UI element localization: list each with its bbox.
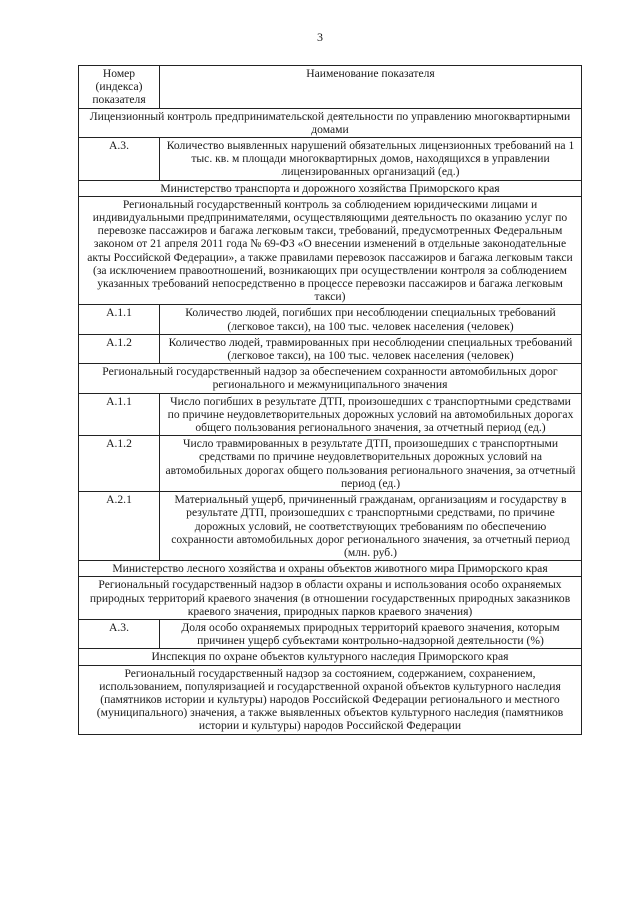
section-title: Региональный государственный контроль за соблюдением юридическими лицами и индивидуальными предпринимателями, осуществляющими деятельность по оказанию услуг по перевозке пассажиров и багажа легковым такси, требований, предусмотренных Федеральным законом от 21 апреля 2011 года № 69-ФЗ «О внесении изменений в отдельные законодательные акты Российской Федерации», а также правилами перевозок пассажиров и багажа легковым такси (за исключением правоотношений, возникающих при осуществлении контроля за соблюдением указанных требований непосредственно в процессе перевозки пассажиров и багажа легковым такси) xyxy=(79,196,582,305)
indicator-name: Число погибших в результате ДТП, произошедших с транспортными средствами по причине неудовлетворительных дорожных условий на автомобильных дорогах общего пользования регионального значения, за отчетный период (ед.) xyxy=(160,393,582,436)
section-title: Региональный государственный надзор за обеспечением сохранности автомобильных дорог регионального и межмуниципального значения xyxy=(79,364,582,393)
indicator-name: Материальный ущерб, причиненный гражданам, организациям и государству в результате ДТП, произошедших с транспортными средствами, по причине дорожных условий, не соответствующих требованиям по обеспечению сохранности автомобильных дорог регионального значения, за отчетный период (млн. руб.) xyxy=(160,492,582,561)
section-title: Региональный государственный надзор в области охраны и использования особо охраняемых природных территорий краевого значения (в отношении государственных природных заказников краевого значения, природных парков краевого значения) xyxy=(79,577,582,620)
indicator-row xyxy=(79,492,582,561)
indicator-index: А.3. xyxy=(79,619,160,648)
indicator-name: Количество выявленных нарушений обязательных лицензионных требований на 1 тыс. кв. м площади многоквартирных домов, находящихся в управлении лицензированных организаций (ед.) xyxy=(160,138,582,181)
indicator-row xyxy=(79,334,582,363)
header-index-column: Номер (индекса) показателя xyxy=(79,66,160,109)
indicator-index: А.1.1 xyxy=(79,305,160,334)
indicator-row xyxy=(79,436,582,492)
section-title: Министерство лесного хозяйства и охраны объектов животного мира Приморского края xyxy=(79,561,582,577)
section-row xyxy=(79,364,582,393)
indicator-index: А.1.1 xyxy=(79,393,160,436)
table-header-row xyxy=(79,66,582,109)
section-row xyxy=(79,180,582,196)
header-name-column: Наименование показателя xyxy=(160,66,582,109)
indicator-name: Количество людей, погибших при несоблюдении специальных требований (легковое такси), на 100 тыс. человек населения (человек) xyxy=(160,305,582,334)
indicator-row xyxy=(79,393,582,436)
indicator-index: А.1.2 xyxy=(79,436,160,492)
section-row xyxy=(79,649,582,665)
section-title: Региональный государственный надзор за состоянием, содержанием, сохранением, использованием, популяризацией и государственной охраной объектов культурного наследия (памятников истории и культуры) народов Российской Федерации регионального и местного (муниципального) значения, а также выявленных объектов культурного наследия (памятников истории и культуры) народов Российской Федерации xyxy=(79,665,582,734)
indicator-index: А.3. xyxy=(79,138,160,181)
page-number: 3 xyxy=(317,30,323,44)
section-row xyxy=(79,561,582,577)
indicator-name: Число травмированных в результате ДТП, произошедших с транспортными средствами по причине неудовлетворительных дорожных условий на автомобильных дорогах общего пользования регионального значения, за отчетный период (ед.) xyxy=(160,436,582,492)
indicator-name: Доля особо охраняемых природных территорий краевого значения, которым причинен ущерб субъектами контрольно-надзорной деятельности (%) xyxy=(160,619,582,648)
section-title: Министерство транспорта и дорожного хозяйства Приморского края xyxy=(79,180,582,196)
indicator-row xyxy=(79,305,582,334)
section-row xyxy=(79,665,582,734)
indicator-index: А.1.2 xyxy=(79,334,160,363)
indicator-row xyxy=(79,138,582,181)
indicator-name: Количество людей, травмированных при несоблюдении специальных требований (легковое такси), на 100 тыс. человек населения (человек) xyxy=(160,334,582,363)
section-row xyxy=(79,577,582,620)
indicator-index: А.2.1 xyxy=(79,492,160,561)
section-title: Лицензионный контроль предпринимательской деятельности по управлению многоквартирными домами xyxy=(79,108,582,137)
indicators-table xyxy=(78,65,582,735)
section-row xyxy=(79,108,582,137)
section-row xyxy=(79,196,582,305)
indicator-row xyxy=(79,619,582,648)
section-title: Инспекция по охране объектов культурного наследия Приморского края xyxy=(79,649,582,665)
